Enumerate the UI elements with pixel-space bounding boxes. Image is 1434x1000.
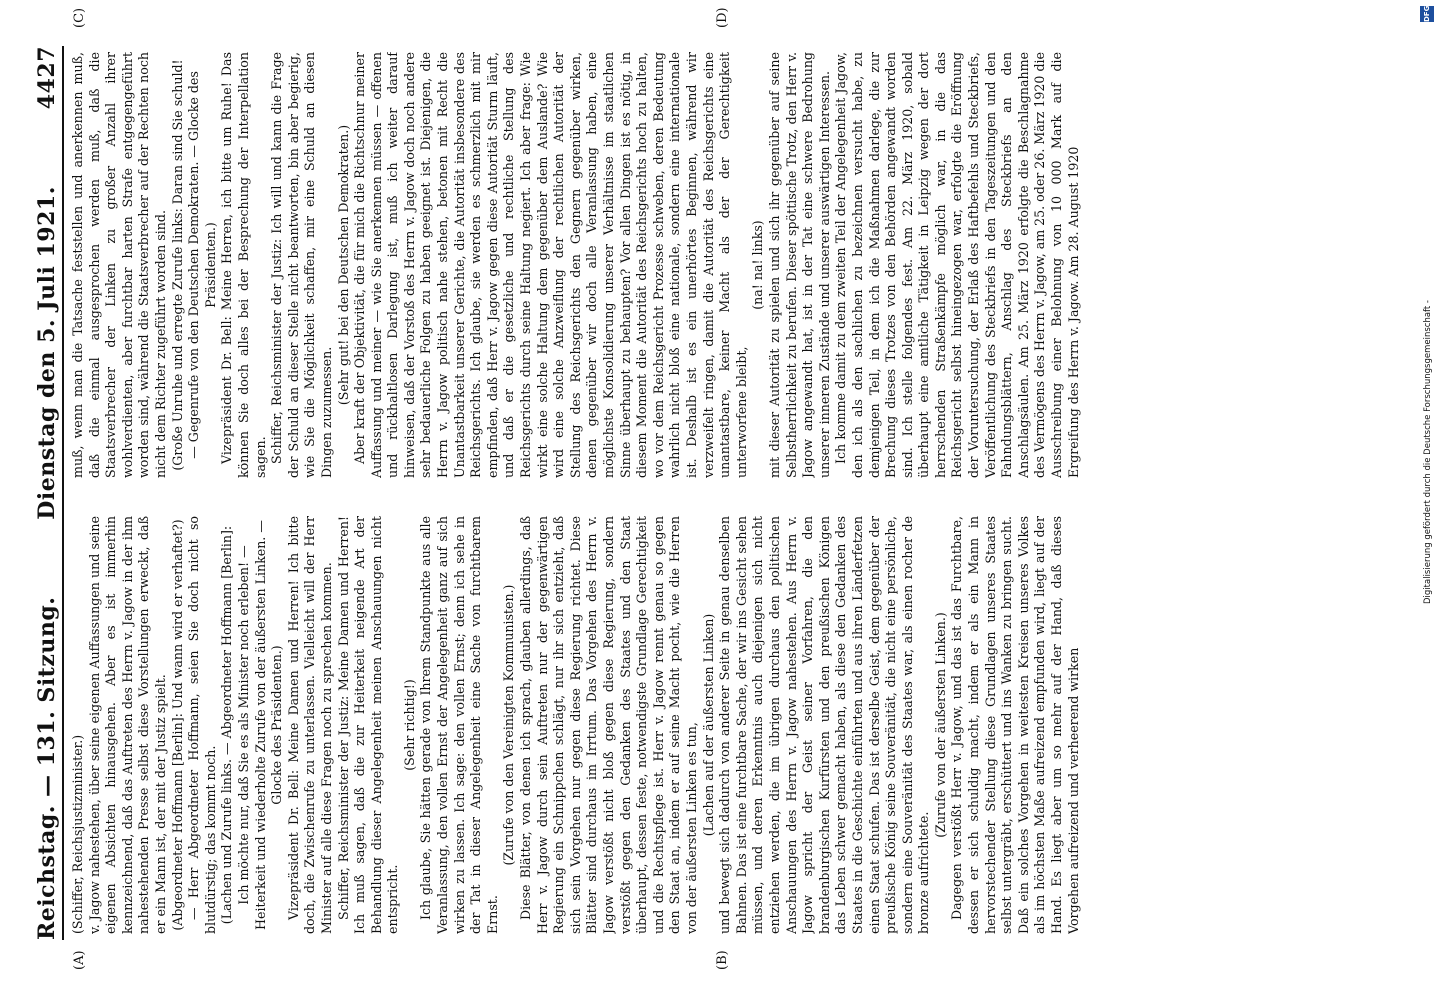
right-column [70,52,1394,478]
paragraph: Schiffer, Reichsminister der Justiz: Ich will und kann die Frage der Schuld an dieser Stelle nicht beantworten, bin aber begierig, wie Sie die Möglichkeit schaffen, mir eine Schuld an diesen Dingen zuzumessen. [269,52,334,478]
margin-marker-d: (D) [715,7,730,28]
paragraph: — Herr Abgeordneter Hoffmann, seien Sie doch nicht so blutdürstig; das kommt noch. [186,516,218,934]
interjection: (Große Unruhe und erregte Zurufe links: Daran sind Sie schuld! — Gegenrufe von den Deutschen Demokraten. — Glocke des Präsidenten.) [169,59,218,471]
paragraph: Vizepräsident Dr. Bell: Meine Damen und Herren! Ich bitte doch, die Zwischenrufe zu unterlassen. Vielleicht will der Herr Minister auf alle diese Fragen noch zu sprechen kommen. [285,516,334,934]
paragraph: Schiffer, Reichsminister der Justiz: Meine Damen und Herren! Ich muß sagen, daß die zur Heiterkeit neigende Art der Behandlung dieser Angelegenheit meinen Anschauungen nicht entspricht. [335,516,401,934]
margin-marker-a: (A) [72,950,87,970]
speaker-head: (Schiffer, Reichsjustizminister.) [70,734,85,934]
interjection: (Abgeordneter Hoffmann [Berlin]: Und wann wird er verhaftet?) [169,519,185,931]
digitization-note: Digitalisierung gefördert durch die Deutsche Forschungsgemeinschaft - [1423,300,1433,604]
paragraph: und bewegt sich dadurch von anderer Seite in genau denselben Bahnen. Das ist eine furchtbare Sache, der wir ins Gesicht sehen müssen, und deren Erkenntnis auch diejenigen sich nicht entziehen werden, die im übrigen durchaus den politischen Anschauungen des Herrn v. Jagow nahestehen. Aus Herrn v. Jagow spricht der Geist seiner Vorfahren, die den brandenburgischen Kurfürsten und den preußischen Königen das Leben schwer gemacht haben, als diese den Gedanken des Staates in die Geschichte einführten und aus ihren Länderfetzen einen Staat schufen. Das ist derselbe Geist, dem gegenüber der preußische König seine Souveränität, die nicht eine persönliche, sondern eine Souveränität des Staates war, als einen rocher de bronze aufrichtete. [717,516,932,934]
paragraph: mit dieser Autorität zu spielen und sich ihr gegenüber auf seine Selbstherrlichkeit zu berufen. Dieser spöttische Trotz, den Herr v. Jagow angewandt hat, ist in der Tat eine schwere Bedrohung unserer inneren Zustände und unserer auswärtigen Interessen. [766,52,832,478]
margin-marker-b: (B) [715,950,730,970]
interjection: (Lachen auf der äußersten Linken) [700,613,716,837]
paragraph: Ich komme damit zu dem zweiten Teil der Angelegenheit Jagow, den ich als den sachlichen zu bezeichnen versucht habe, zu demjenigen Teil, in dem ich die Maßnahmen darlege, die zur Brechung dieses Trotzes von den Behörden angewandt worden sind. Ich stelle folgendes fest. Am 22. März 1920, sobald überhaupt eine amtliche Tätigkeit in Leipzig wegen der dort herrschenden Straßenkämpfe möglich war, in die das Reichsgericht selbst hineingezogen war, erfolgte die Eröffnung der Voruntersuchung, der Erlaß des Haftbefehls und Steckbriefs, Veröffentlichung des Steckbriefs in den Tageszeitungen und den Fahndungsblättern, Anschlag des Steckbriefs an den Anschlagsäulen. Am 25. März 1920 erfolgte die Beschlagnahme des Vermögens des Herrn v. Jagow, am 25. oder 26. März 1920 die Ausschreibung einer Belohnung von 10 000 Mark auf die Ergreifung des Herrn v. Jagow. Am 28. August 1920 [833,52,1081,478]
header-left: Reichstag. — 131. Sitzung. [34,596,60,940]
interjection: (Lachen und Zurufe links. — Abgeordneter Hoffmann [Berlin]: Ich möchte nur, daß Sie es als Minister noch erleben! — Heiterkeit und wiederholte Zurufe von der äußersten Linken. — Glocke des Präsidenten.) [219,520,285,930]
paragraph: Ich glaube, Sie hätten gerade von Ihrem Standpunkte aus alle Veranlassung, den vollen Ernst der Angelegenheit ganz auf sich wirken zu lassen. Ich sage: den vollen Ernst; denn ich sehe in der Tat in dieser Angelegenheit eine Sache von furchtbarem Ernst. [418,516,500,934]
paragraph: Diese Blätter, von denen ich sprach, glauben allerdings, daß Herr v. Jagow durch sein Auftreten nur der gegenwärtigen Regierung ein Schnippchen schlägt, nur ihr sich entzieht, daß sich sein Vorgehen nur gegen diese Regierung richtet. Diese Blätter sind durchaus im Irrtum. Das Vorgehen des Herrn v. Jagow verstößt nicht bloß gegen diese Regierung, sondern verstößt gegen den Gedanken des Staates und den Staat überhaupt, dessen feste, notwendigste Grundlage Gerechtigkeit und die Rechtspflege ist. Herr v. Jagow rennt genau so gegen den Staat an, indem er auf seine Macht pocht, wie die Herren von der äußersten Linken es tun, [518,516,699,934]
header-date: Dienstag den 5. Juli 1921. [34,186,60,520]
interjection: (Sehr gut! bei den Deutschen Demokraten.) [335,124,351,406]
interjection: (Sehr richtig!) [401,679,417,771]
dfg-logo: DFG [1420,6,1434,22]
paragraph: Dagegen verstößt Herr v. Jagow, und das ist das Furchtbare, dessen er sich schuldig macht, indem er als ein Mann in hervorstechender Stellung diese Grundlagen unseres Staates selbst untergräbt, erschüttert und ins Wanken zu bringen sucht. Daß ein solches Vorgehen in weitesten Kreisen unseres Volkes als im höchsten Maße aufreizend empfunden wird, liegt auf der Hand. Es liegt aber um so mehr auf der Hand, daß dieses Vorgehen aufreizend und verheerend wirken [949,516,1081,934]
margin-marker-c: (C) [72,7,87,28]
interjection: (Zurufe von den Vereinigten Kommunisten.) [501,584,517,866]
left-column [70,516,1394,934]
interjection: (na! na! links) [750,220,766,310]
paragraph: muß, wenn man die Tatsache feststellen und anerkennen muß, daß die einmal ausgesprochen werden muß, daß die Staatsverbrecher der Linken zu großer Anzahl ihrer wohlverdienten, aber furchtbar harten Strafe entgegengeführt worden sind, während die Staatsverbrecher auf der Rechten noch nicht dem Richter zugeführt worden sind. [70,52,168,478]
paragraph: v. Jagow nahestehen, über seine eigenen Auffassungen und seine eigenen Absichten hinausgehen. Aber es ist immerhin kennzeichnend, daß das Auftreten des Herrn v. Jagow in der ihm nahestehenden Presse selbst diese Vorstellungen erweckt, daß er ein Mann ist, der mit der Justiz spielt. [86,516,168,934]
page-header [26,46,64,940]
paragraph: Aber kraft der Objektivität, die für mich die Richtschnur meiner Auffassung und meiner — wie Sie anerkennen müssen — offenen und rückhaltlosen Darlegung ist, muß ich weiter darauf hinweisen, daß der Vorstoß des Herrn v. Jagow doch noch andere sehr bedauerliche Folgen zu haben geeignet ist. Diejenigen, die Herrn v. Jagow politisch nahe stehen, betonen mit Recht die Unantastbarkeit unserer Gerichte, die Autorität insbesondere des Reichsgerichts. Ich glaube, sie werden es schmerzlich mit mir empfinden, daß Herr v. Jagow gegen diese Autorität Sturm läuft, und daß er die gesetzliche und rechtliche Stellung des Reichsgerichts durch seine Haltung negiert. Ich aber frage: Wie wirkt eine solche Haltung dem gegenüber dem Auslande? Wie wird eine solche Anzweiflung der rechtlichen Autorität der Stellung des Reichsgerichts den Gegnern gegenüber wirken, denen gegenüber wir doch alle Veranlassung haben, eine möglichste Konsolidierung unserer Verhältnisse im staatlichen Sinne überhaupt zu behaupten? Vor allen Dingen ist es nötig, in diesem Moment die Autorität des Reichsgerichts hoch zu halten, wo vor dem Reichsgericht Prozesse schweben, deren Bedeutung wahrlich nicht bloß eine nationale, sondern eine internationale ist. Deshalb ist es ein unerhörtes Beginnen, während wir verzweifelt ringen, damit die Autorität des Reichsgerichts eine unantastbare, keiner Macht als der der Gerechtigkeit unterworfene bleibt, [352,52,749,478]
paragraph: Vizepräsident Dr. Bell: Meine Herren, ich bitte um Ruhe! Das können Sie doch alles bei der Besprechung der Interpellation sagen. [219,52,268,478]
interjection: (Zurufe von der äußersten Linken.) [932,612,948,838]
page-number: 4427 [34,46,60,110]
